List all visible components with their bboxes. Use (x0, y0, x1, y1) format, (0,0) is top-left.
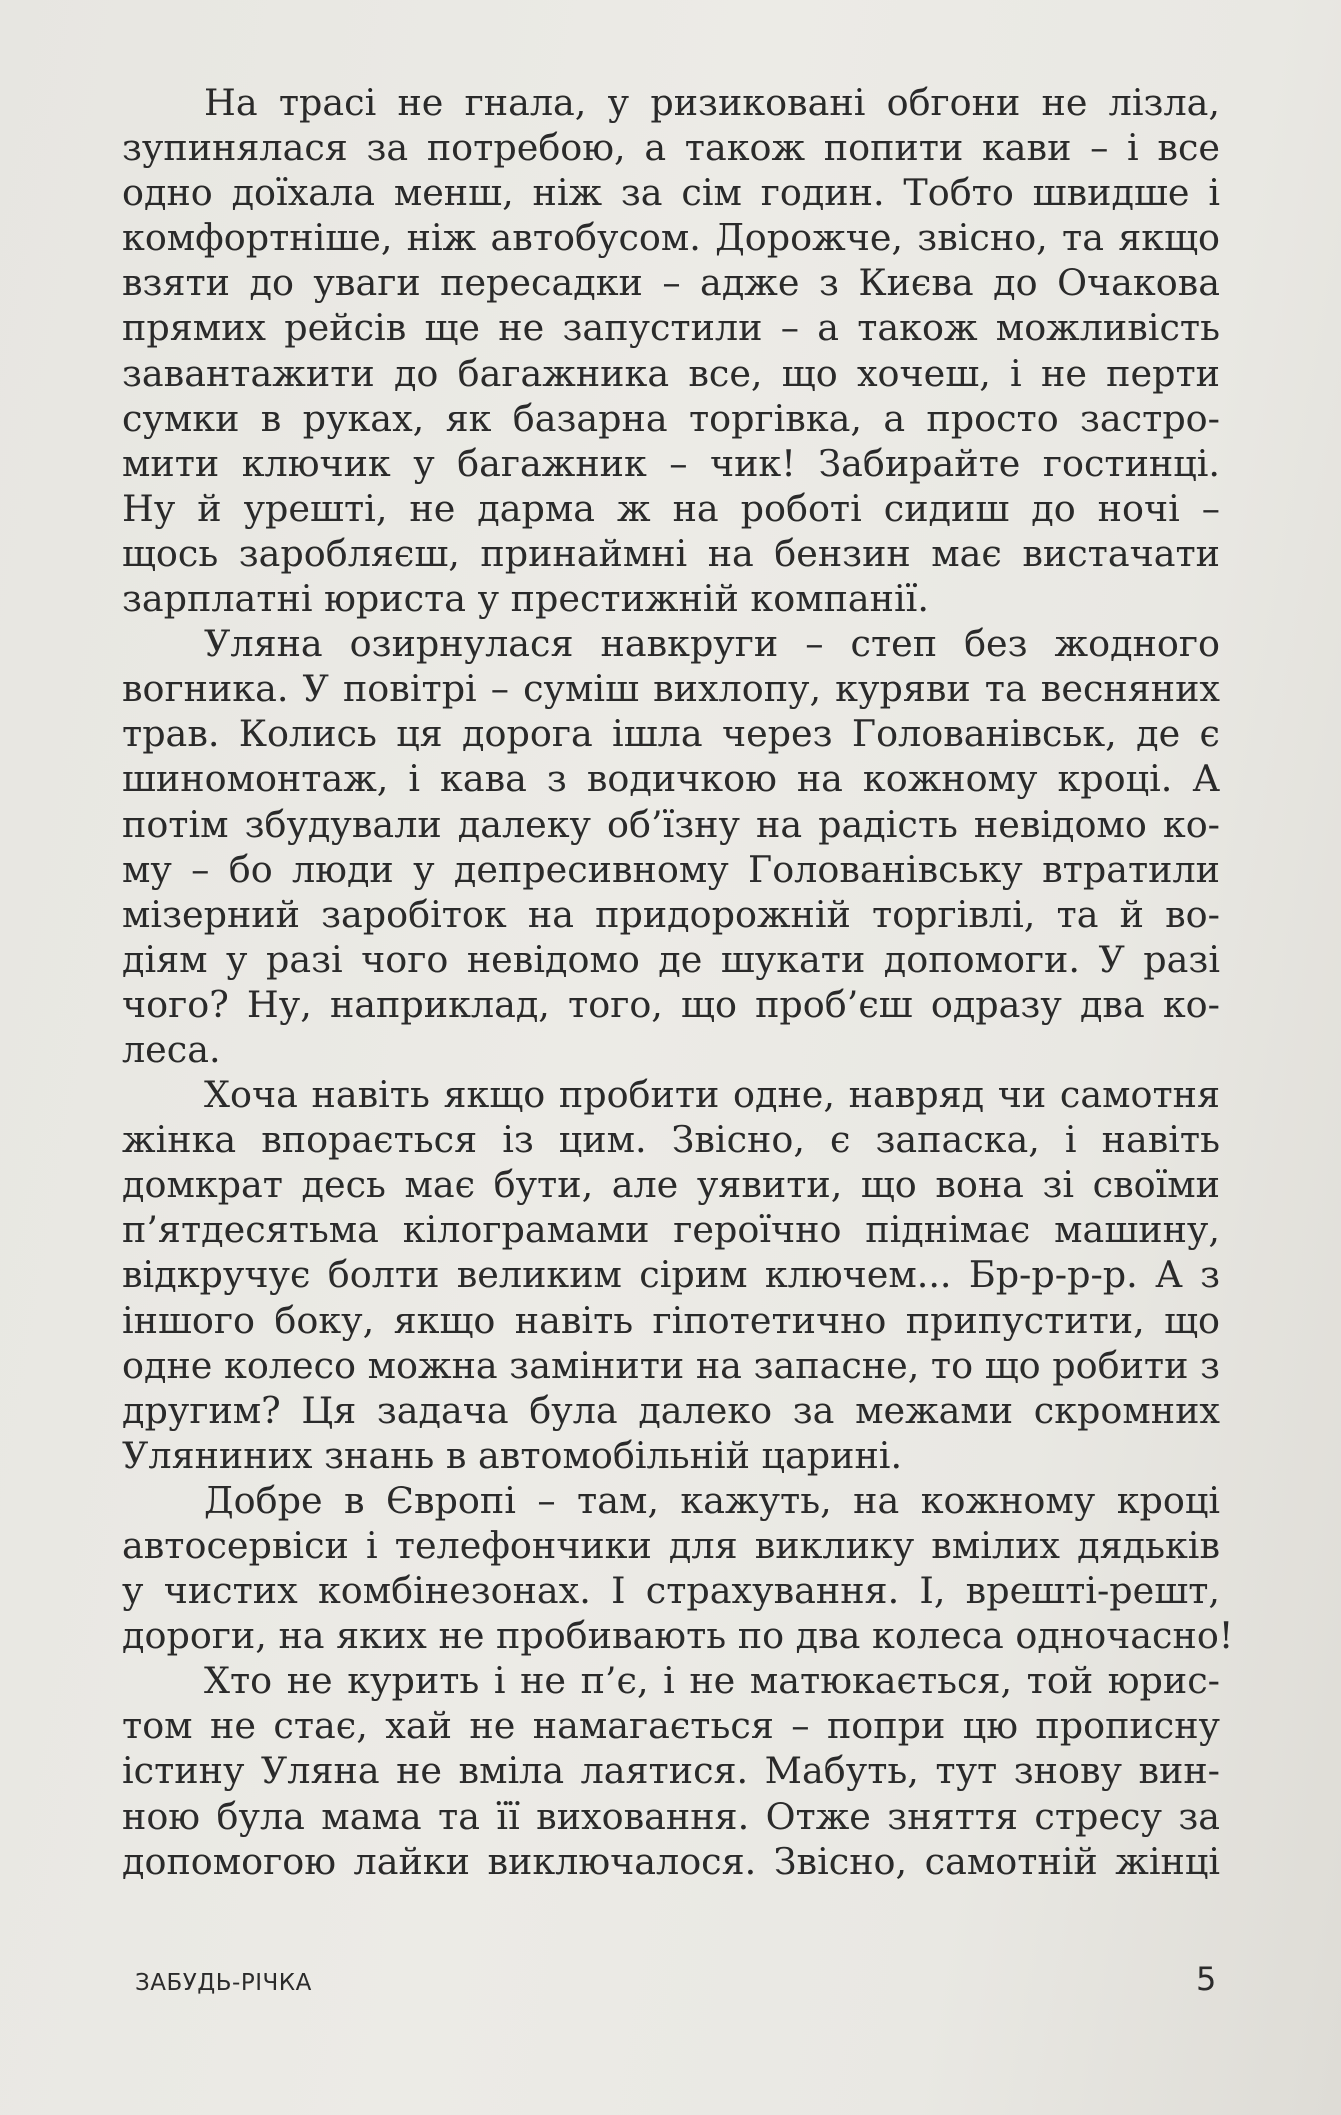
text-line: прямих рейсів ще не запустили – а також можливість (122, 306, 1220, 350)
text-line: відкручує болти великим сірим ключем... Бр-р-р-р. А з (122, 1253, 1220, 1297)
text-line: домкрат десь має бути, але уявити, що вона зі своїми (122, 1163, 1220, 1207)
text-line: леса. (122, 1027, 221, 1071)
text-line: Уляниних знань в автомобільній царині. (122, 1433, 903, 1477)
text-line: дороги, на яких не пробивають по два колеса одночасно! (122, 1614, 1234, 1658)
text-line: завантажити до багажника все, що хочеш, і не перти (122, 351, 1220, 395)
page-number: 5 (1196, 1960, 1217, 1998)
text-line: комфортніше, ніж автобусом. Дорожче, звісно, та якщо (122, 216, 1220, 260)
text-line: істину Уляна не вміла лаятися. Мабуть, тут знову вин- (122, 1749, 1220, 1793)
text-line: сумки в руках, як базарна торгівка, а просто застро- (122, 396, 1220, 440)
text-line: п’ятдесятьма кілограмами героїчно піднімає машину, (122, 1208, 1220, 1252)
text-line: чого? Ну, наприклад, того, що проб’єш одразу два ко- (122, 982, 1220, 1026)
text-line: одне колесо можна замінити на запасне, то що робити з (122, 1343, 1220, 1387)
paragraph (122, 80, 1220, 621)
text-line: Хто не курить і не п’є, і не матюкається, той юрис- (204, 1659, 1220, 1703)
text-line: ною була мама та її виховання. Отже зняття стресу за (122, 1794, 1220, 1838)
text-line: Ну й урешті, не дарма ж на роботі сидиш до ночі – (122, 486, 1220, 530)
text-line: зупинялася за потребою, а також попити кави – і все (122, 126, 1220, 170)
text-line: Хоча навіть якщо пробити одне, навряд чи самотня (204, 1073, 1220, 1117)
text-line: вогника. У повітрі – суміш вихлопу, куряви та весняних (122, 667, 1220, 711)
text-line: Уляна озирнулася навкруги – степ без жодного (204, 622, 1220, 666)
text-line: автосервіси і телефончики для виклику вмілих дядьків (122, 1524, 1220, 1567)
text-line: жінка впорається із цим. Звісно, є запаска, і навіть (122, 1118, 1220, 1162)
running-footer-title: ЗАБУДЬ-РІЧКА (135, 1970, 312, 1996)
text-line: другим? Ця задача була далеко за межами скромних (122, 1388, 1220, 1432)
text-line: Добре в Європі – там, кажуть, на кожному кроці (204, 1478, 1220, 1522)
text-line: взяти до уваги пересадки – адже з Києва до Очакова (122, 261, 1220, 305)
paragraph (122, 1478, 1234, 1658)
text-line: том не стає, хай не намагається – попри цю прописну (122, 1704, 1220, 1748)
text-line: допомогою лайки виключалося. Звісно, самотній жінці (122, 1839, 1220, 1883)
text-line: щось заробляєш, принаймні на бензин має вистачати (122, 531, 1220, 575)
text-line: у чистих комбінезонах. І страхування. І, врешті-решт, (122, 1569, 1220, 1613)
text-line: іншого боку, якщо навіть гіпотетично припустити, що (122, 1298, 1220, 1342)
text-line: зарплатні юриста у престижній компанії. (122, 577, 929, 621)
text-line: На трасі не гнала, у ризиковані обгони не лізла, (204, 81, 1220, 124)
text-line: одно доїхала менш, ніж за сім годин. Тобто швидше і (122, 171, 1220, 215)
text-line: му – бо люди у депресивному Голованівську втратили (122, 847, 1220, 891)
paragraph (122, 621, 1220, 1072)
text-line: потім збудували далеку об’їзну на радість невідомо ко- (122, 802, 1220, 846)
text-line: мити ключик у багажник – чик! Забирайте гостинці. (122, 441, 1220, 485)
body-text (122, 80, 1234, 1884)
paragraph (122, 1072, 1220, 1478)
text-line: шиномонтаж, і кава з водичкою на кожному кроці. А (122, 757, 1220, 801)
text-line: діям у разі чого невідомо де шукати допомоги. У разі (122, 937, 1220, 981)
text-line: трав. Колись ця дорога ішла через Голованівськ, де є (122, 712, 1220, 756)
paragraph (122, 1658, 1220, 1883)
text-line: мізерний заробіток на придорожній торгівлі, та й во- (122, 892, 1220, 936)
